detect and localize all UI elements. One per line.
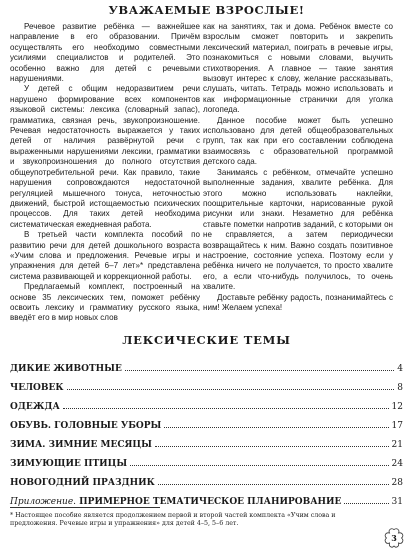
- toc-item-page: 24: [391, 459, 403, 469]
- toc-item-label: ОДЕЖДА: [10, 402, 60, 412]
- toc-leader-dots: [130, 465, 388, 466]
- footnote: * Настоящее пособие является продолжением первой и второй частей комплекта «Учим слова и предложения. Речевые игры и упражнения» для детей 4–5, 5–6 лет.: [10, 512, 336, 527]
- intro-paragraph: Речевое развитие ребёнка — важнейшее направление в его образовании. Причём осуществлять его необходимо совместными усилиями специалистов и родителей. Это особенно важно для детей с речевыми нарушениями.: [10, 22, 200, 84]
- toc-title: ЛЕКСИЧЕСКИЕ ТЕМЫ: [122, 333, 291, 347]
- toc-item-page: 4: [397, 364, 403, 374]
- footnote-divider: [10, 507, 160, 508]
- toc-appendix-prefix: Приложение.: [10, 497, 77, 507]
- toc-item-page: 17: [391, 421, 403, 431]
- page-number: 3: [391, 533, 397, 543]
- toc-item[interactable]: [10, 355, 403, 374]
- toc-item-page: 31: [391, 497, 403, 507]
- toc-item[interactable]: [10, 431, 403, 450]
- intro-column-right: [203, 22, 393, 313]
- toc-item[interactable]: [10, 450, 403, 469]
- table-of-contents: [10, 355, 403, 507]
- toc-item-label: ЗИМА. ЗИМНИЕ МЕСЯЦЫ: [10, 440, 152, 450]
- toc-item[interactable]: [10, 374, 403, 393]
- toc-item-page: 21: [391, 440, 403, 450]
- toc-leader-dots: [158, 484, 389, 485]
- toc-appendix-label: ПРИМЕРНОЕ ТЕМАТИЧЕСКОЕ ПЛАНИРОВАНИЕ: [79, 497, 342, 507]
- toc-item-page: 28: [391, 478, 403, 488]
- toc-leader-dots: [164, 427, 388, 428]
- toc-item-label: ОБУВЬ. ГОЛОВНЫЕ УБОРЫ: [10, 421, 162, 431]
- toc-item-page: 12: [391, 402, 403, 412]
- toc-item[interactable]: [10, 488, 403, 507]
- toc-leader-dots: [344, 503, 388, 504]
- flower-icon: [382, 527, 406, 549]
- toc-item[interactable]: [10, 393, 403, 412]
- intro-paragraph: У детей с общим недоразвитием речи нарушено формирование всех компонентов языковой системы: лексика (словарный запас), грамматика, связная речь, звукопроизношение. Речевая недостаточность выражается у таких детей от наличия развёрнутой речи с выраженными нарушениями лексики, грамматики и звукопроизношения до полного отсутствия общеупотребительной речи. Как правило, такие нарушения сопровождаются недостаточной регуляцией мышечного тонуса, неточностью движений, быстрой истощаемостью психических процессов. Для таких детей необходима систематическая ежедневная работа.: [10, 84, 200, 229]
- toc-leader-dots: [67, 389, 395, 390]
- intro-paragraph: В третьей части комплекта пособий по развитию речи для детей дошкольного возраста «Учим слова и предложения. Речевые игры и упражнения для детей 6–7 лет»* представлена система развивающей и коррекционной работы.: [10, 230, 200, 281]
- intro-paragraph: Занимаясь с ребёнком, отмечайте успешно выполненные задания, хвалите ребёнка. Для этого можно использовать наклейки, поощрительные карточки, нарисованные рукой рисунки или знаки. Незаметно для ребёнка ставьте пометки напротив заданий, с которыми он не справляется, а затем периодически возвращайтесь к ним. Важно создать позитивное настроение, состояние успеха. Поэтому если у ребёнка ничего не получается, то просто хвалите его, а если что-нибудь получилось, то очень хвалите.: [203, 167, 393, 292]
- toc-item-label: НОВОГОДНИЙ ПРАЗДНИК: [10, 478, 155, 488]
- toc-item-label: ДИКИЕ ЖИВОТНЫЕ: [10, 364, 122, 374]
- toc-item-page: 8: [397, 383, 403, 393]
- toc-leader-dots: [155, 446, 389, 447]
- toc-item-label: ЗИМУЮЩИЕ ПТИЦЫ: [10, 459, 128, 469]
- toc-item-label: [10, 497, 341, 507]
- toc-leader-dots: [63, 408, 389, 409]
- intro-paragraph: Доставьте ребёнку радость, познанимайтесь с ним! Желаем успеха!: [203, 292, 393, 312]
- intro-paragraph: Данное пособие может быть успешно использовано для детей общеобразовательных групп, так как при его составлении соблюдена взаимосвязь с образовательной программой детского сада.: [203, 115, 393, 167]
- toc-item[interactable]: [10, 469, 403, 488]
- page-title: УВАЖАЕМЫЕ ВЗРОСЛЫЕ!: [108, 3, 305, 17]
- intro-column-left: [10, 22, 200, 324]
- toc-item-label: ЧЕЛОВЕК: [10, 383, 64, 393]
- intro-paragraph: Предлагаемый комплект, построенный на основе 35 лексических тем, поможет ребёнку освоить лексику и грамматику русского языка, введёт его в мир новых слов: [10, 282, 200, 323]
- toc-item[interactable]: [10, 412, 403, 431]
- intro-paragraph: как на занятиях, так и дома. Ребёнок вместе со взрослым сможет повторить и закрепить лексический материал, поиграть в речевые игры, познакомиться с новыми словами, выучить стихотворения. А главное — такие занятия вызовут интерес к слову, желание рассказывать, слушать, читать. Тетрадь можно использовать и как информационные странички для уголка логопеда.: [203, 22, 393, 115]
- toc-leader-dots: [125, 370, 394, 371]
